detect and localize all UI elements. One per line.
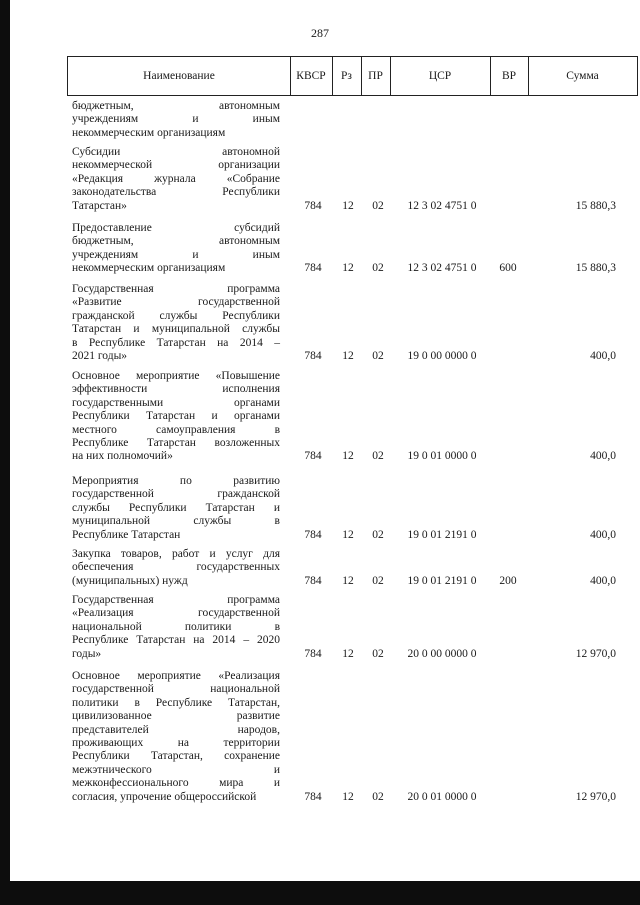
cell-sum: 400,0 xyxy=(590,528,616,541)
row-name-line: эффективности исполнения xyxy=(72,383,280,396)
cell-kvsr: 784 xyxy=(304,199,322,212)
cell-kvsr: 784 xyxy=(304,647,322,660)
row-name-line: на них полномочий» xyxy=(72,450,173,463)
row-name-line: местного самоуправления в xyxy=(72,423,280,436)
row-name-line: бюджетным, автономным xyxy=(72,235,280,248)
cell-kvsr: 784 xyxy=(304,528,322,541)
row-name-line: в Республике Татарстан на 2014 – xyxy=(72,336,280,349)
row-name-line: проживающих на территории xyxy=(72,737,280,750)
header-name: Наименование xyxy=(143,70,215,82)
row-name-line: Субсидии автономной xyxy=(72,146,280,158)
row-name-line: «Редакция журнала «Собрание xyxy=(72,172,280,185)
header-sum: Сумма xyxy=(566,70,599,82)
cell-kvsr: 784 xyxy=(304,450,322,463)
row-name-line: цивилизованное развитие xyxy=(72,710,280,723)
row-name-line: Государственная программа xyxy=(72,283,280,295)
row-name-line: Мероприятия по развитию xyxy=(72,475,280,487)
cell-sum: 15 880,3 xyxy=(575,262,616,275)
row-name-line: учреждениям и иным xyxy=(72,113,280,126)
row-name xyxy=(72,100,280,140)
row-name-line: «Реализация государственной xyxy=(72,607,280,620)
cell-rz: 12 xyxy=(342,528,354,541)
cell-vr: 600 xyxy=(499,262,517,275)
row-name-line: Государственная программа xyxy=(72,594,280,606)
cell-csr: 20 0 01 0000 0 xyxy=(407,790,477,803)
row-name-line: законодательства Республики xyxy=(72,186,280,199)
row-name xyxy=(72,146,280,213)
cell-sum: 12 970,0 xyxy=(575,790,616,803)
row-name-line: обеспечения государственных xyxy=(72,561,280,574)
row-name xyxy=(72,475,280,542)
cell-sum: 400,0 xyxy=(590,574,616,587)
cell-csr: 12 3 02 4751 0 xyxy=(407,262,477,275)
row-name xyxy=(72,594,280,661)
row-name-line: учреждениям и иным xyxy=(72,248,280,261)
row-name-line: Республике Татарстан на 2014 – 2020 xyxy=(72,634,280,647)
row-name xyxy=(72,548,280,588)
row-name-line: муниципальной службы в xyxy=(72,515,280,528)
cell-pr: 02 xyxy=(372,647,384,660)
row-name-line: государственными органами xyxy=(72,396,280,409)
cell-pr: 02 xyxy=(372,262,384,275)
row-name-line: государственной национальной xyxy=(72,683,280,696)
cell-rz: 12 xyxy=(342,790,354,803)
cell-kvsr: 784 xyxy=(304,350,322,362)
row-name-line: Татарстан и муниципальной службы xyxy=(72,323,280,336)
cell-sum: 15 880,3 xyxy=(575,199,616,212)
row-name-line: службы Республики Татарстан и xyxy=(72,501,280,514)
row-name-line: государственной гражданской xyxy=(72,488,280,501)
row-name-line: национальной политики в xyxy=(72,620,280,633)
cell-kvsr: 784 xyxy=(304,262,322,275)
cell-csr: 19 0 01 0000 0 xyxy=(407,450,477,463)
row-name-line: Основное мероприятие «Повышение xyxy=(72,370,280,382)
row-name-line: гражданской службы Республики xyxy=(72,309,280,322)
row-name-line: 2021 годы» xyxy=(72,350,128,363)
header-pr: ПР xyxy=(368,70,383,82)
row-name-line: межконфессионального мира и xyxy=(72,777,280,790)
cell-pr: 02 xyxy=(372,199,384,212)
row-name-line: Татарстан» xyxy=(72,199,127,212)
scan-bottom-edge xyxy=(0,881,640,905)
cell-csr: 19 0 00 0000 0 xyxy=(407,350,477,362)
row-name-line: некоммерческим организациям xyxy=(72,262,226,275)
header-kvsr: КВСР xyxy=(296,70,326,82)
row-name-line: межэтнического и xyxy=(72,763,280,776)
row-name-line: Предоставление субсидий xyxy=(72,222,280,234)
row-name-line: Закупка товаров, работ и услуг для xyxy=(72,548,280,560)
cell-sum: 400,0 xyxy=(590,450,616,463)
scan-left-edge xyxy=(0,0,10,905)
row-name xyxy=(72,370,280,464)
row-name-line: политики в Республике Татарстан, xyxy=(72,696,280,709)
cell-vr: 200 xyxy=(499,574,517,587)
cell-csr: 12 3 02 4751 0 xyxy=(407,199,477,212)
row-name-line: Республики Татарстан, сохранение xyxy=(72,750,280,763)
row-name-line: согласия, упрочение общероссийской xyxy=(72,790,257,803)
row-name xyxy=(72,283,280,363)
cell-pr: 02 xyxy=(372,790,384,803)
row-name-line: представителей народов, xyxy=(72,723,280,736)
cell-kvsr: 784 xyxy=(304,574,322,587)
row-name-line: «Развитие государственной xyxy=(72,296,280,309)
row-name-line: (муниципальных) нужд xyxy=(72,574,188,587)
cell-rz: 12 xyxy=(342,647,354,660)
row-name-line: Республике Татарстан возложенных xyxy=(72,437,280,450)
row-name xyxy=(72,222,280,276)
header-rz: Рз xyxy=(341,70,352,82)
row-name-line: Республике Татарстан xyxy=(72,528,181,541)
cell-csr: 19 0 01 2191 0 xyxy=(407,528,477,541)
cell-pr: 02 xyxy=(372,528,384,541)
header-csr: ЦСР xyxy=(428,70,452,82)
cell-csr: 19 0 01 2191 0 xyxy=(407,574,477,587)
row-name-line: Основное мероприятие «Реализация xyxy=(72,670,280,682)
cell-sum: 400,0 xyxy=(590,350,616,362)
cell-csr: 20 0 00 0000 0 xyxy=(407,647,477,660)
row-name-line: некоммерческим организациям xyxy=(72,126,226,139)
row-name-line: некоммерческой организации xyxy=(72,159,280,172)
cell-pr: 02 xyxy=(372,574,384,587)
page-number: 287 xyxy=(311,26,329,40)
cell-rz: 12 xyxy=(342,350,354,362)
cell-rz: 12 xyxy=(342,574,354,587)
row-name-line: бюджетным, автономным xyxy=(72,100,280,112)
cell-rz: 12 xyxy=(342,199,354,212)
cell-rz: 12 xyxy=(342,262,354,275)
row-name xyxy=(72,670,280,804)
row-name-line: Республики Татарстан и органами xyxy=(72,410,280,423)
cell-pr: 02 xyxy=(372,350,384,362)
table-header xyxy=(67,56,638,96)
cell-rz: 12 xyxy=(342,450,354,463)
cell-kvsr: 784 xyxy=(304,790,322,803)
header-vr: ВР xyxy=(501,70,517,82)
cell-pr: 02 xyxy=(372,450,384,463)
cell-sum: 12 970,0 xyxy=(575,647,616,660)
row-name-line: годы» xyxy=(72,647,102,660)
